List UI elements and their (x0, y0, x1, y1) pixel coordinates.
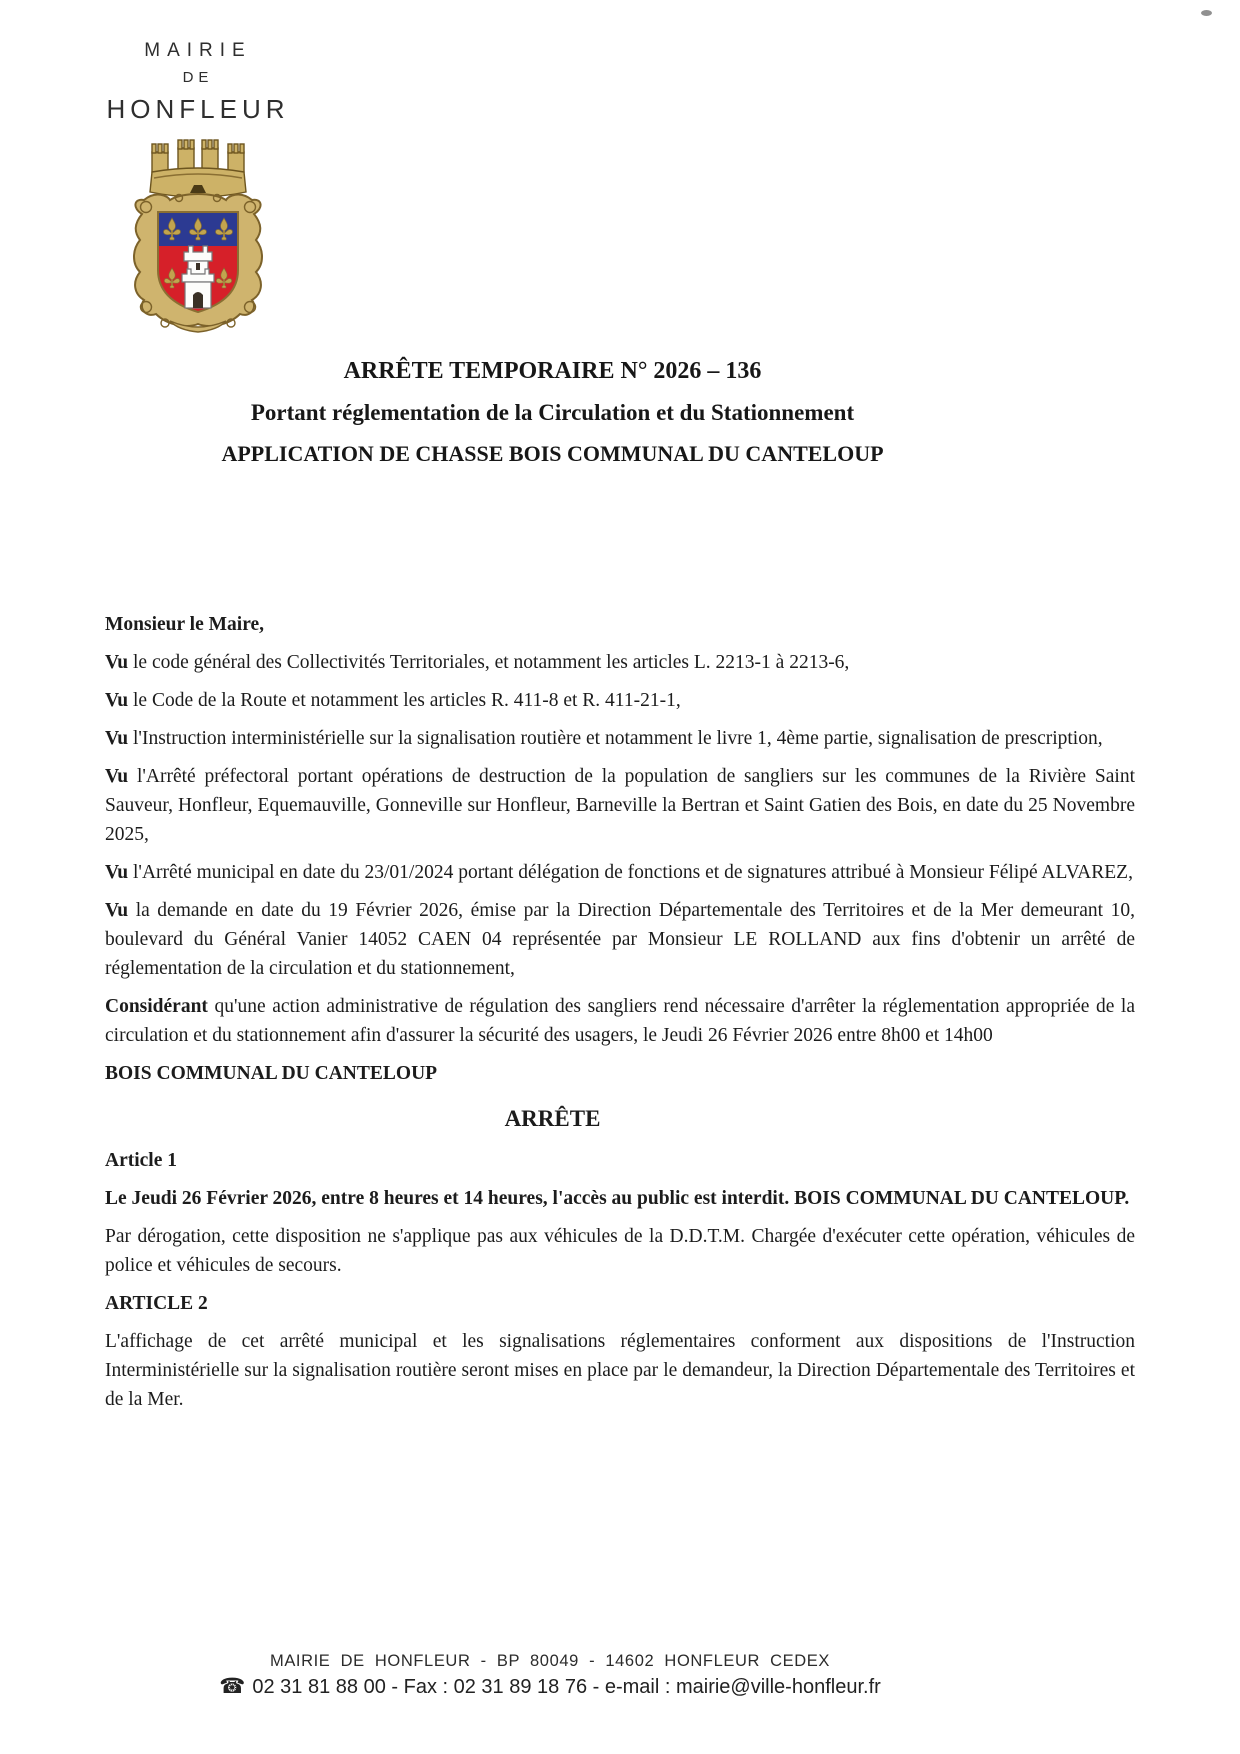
letterhead-footer (0, 1652, 1100, 1699)
mural-crown (150, 140, 246, 197)
article-1-heading: Article 1 (105, 1150, 178, 1171)
recital-vu-5 (105, 858, 1135, 887)
recital-vu-4 (105, 762, 1135, 849)
salutation: Monsieur le Maire, (105, 614, 265, 635)
recital-considerant (105, 992, 1135, 1050)
subject-heading: BOIS COMMUNAL DU CANTELOUP (105, 1063, 438, 1084)
recital-vu-2 (105, 686, 1135, 715)
article-1-main-clause: Le Jeudi 26 Février 2026, entre 8 heures et 14 heures, l'accès au public est interdit. BOIS COMMUNAL DU CANTELOUP. (105, 1188, 1130, 1209)
footer-contact-text: 02 31 81 88 00 - Fax : 02 31 89 18 76 - e-mail : mairie@ville-honfleur.fr (252, 1676, 881, 1698)
decree-subtitle: Portant réglementation de la Circulation et du Stationnement (250, 400, 855, 425)
footer-contacts (0, 1674, 1100, 1699)
arrete-heading: ARRÊTE (504, 1106, 601, 1131)
article-2-text: L'affichage de cet arrêté municipal et les signalisations réglementaires conforment aux dispositions de l'Instruction Interministérielle sur la signalisation routière seront mises en place par le demandeur, la Direction Départementale des Territoires et de la Mer. (105, 1331, 1135, 1410)
telephone-icon: ☎ (219, 1674, 246, 1698)
org-line-de: DE (182, 69, 214, 86)
recital-lead: Vu (105, 652, 129, 673)
recital-text: le Code de la Route et notamment les articles R. 411-8 et R. 411-21-1, (128, 690, 681, 711)
honfleur-coat-of-arms-icon (108, 128, 288, 348)
recital-text: le code général des Collectivités Territoriales, et notamment les articles L. 2213-1 à 2213-6, (128, 652, 850, 673)
recital-text: la demande en date du 19 Février 2026, émise par la Direction Départementale des Territoires et de la Mer demeurant 10, boulevard du Général Vanier 14052 CAEN 04 représentée par Monsieur LE ROLLAND aux fins d'obtenir un arrêté de réglementation de la circulation et du stationnement, (105, 900, 1135, 979)
recital-vu-6 (105, 896, 1135, 983)
org-line-mairie: MAIRIE (144, 40, 252, 61)
decree-subject-title: APPLICATION DE CHASSE BOIS COMMUNAL DU CANTELOUP (221, 441, 884, 466)
decree-body (105, 610, 1135, 1423)
recital-lead: Vu (105, 862, 129, 883)
org-line-honfleur: HONFLEUR (106, 94, 290, 124)
decree-number-title: ARRÊTE TEMPORAIRE N° 2026 – 136 (343, 358, 762, 384)
recital-text: l'Instruction interministérielle sur la signalisation routière et notamment le livre 1, 4ème partie, signalisation de prescription, (128, 728, 1103, 749)
title-block (105, 356, 1000, 469)
footer-address: MAIRIE DE HONFLEUR - BP 80049 - 14602 HONFLEUR CEDEX (269, 1652, 831, 1670)
recital-vu-3 (105, 724, 1135, 753)
recital-text: l'Arrêté préfectoral portant opérations de destruction de la population de sangliers sur les communes de la Rivière Saint Sauveur, Honfleur, Equemauville, Gonneville sur Honfleur, Barneville la Bertran et Saint Gatien des Bois, en date du 25 Novembre 2025, (105, 766, 1135, 845)
recital-lead: Vu (105, 900, 129, 921)
letterhead-org-name (88, 40, 308, 125)
recital-lead: Vu (105, 690, 129, 711)
recital-lead: Vu (105, 766, 129, 787)
recital-vu-1 (105, 648, 1135, 677)
recital-lead: Considérant (105, 996, 208, 1017)
recital-lead: Vu (105, 728, 129, 749)
recital-text: qu'une action administrative de régulation des sangliers rend nécessaire d'arrêter la réglementation appropriée de la circulation et du stationnement afin d'assurer la sécurité des usagers, le Jeudi 26 Février 2026 entre 8h00 et 14h00 (105, 996, 1135, 1046)
scan-artifact (1201, 10, 1212, 16)
article-2-heading: ARTICLE 2 (105, 1293, 208, 1314)
article-1-derogation-clause: Par dérogation, cette disposition ne s'applique pas aux véhicules de la D.D.T.M. Chargée d'exécuter cette opération, véhicules de police et véhicules de secours. (105, 1226, 1135, 1276)
recital-text: l'Arrêté municipal en date du 23/01/2024 portant délégation de fonctions et de signatures attribué à Monsieur Félipé ALVAREZ, (128, 862, 1133, 883)
